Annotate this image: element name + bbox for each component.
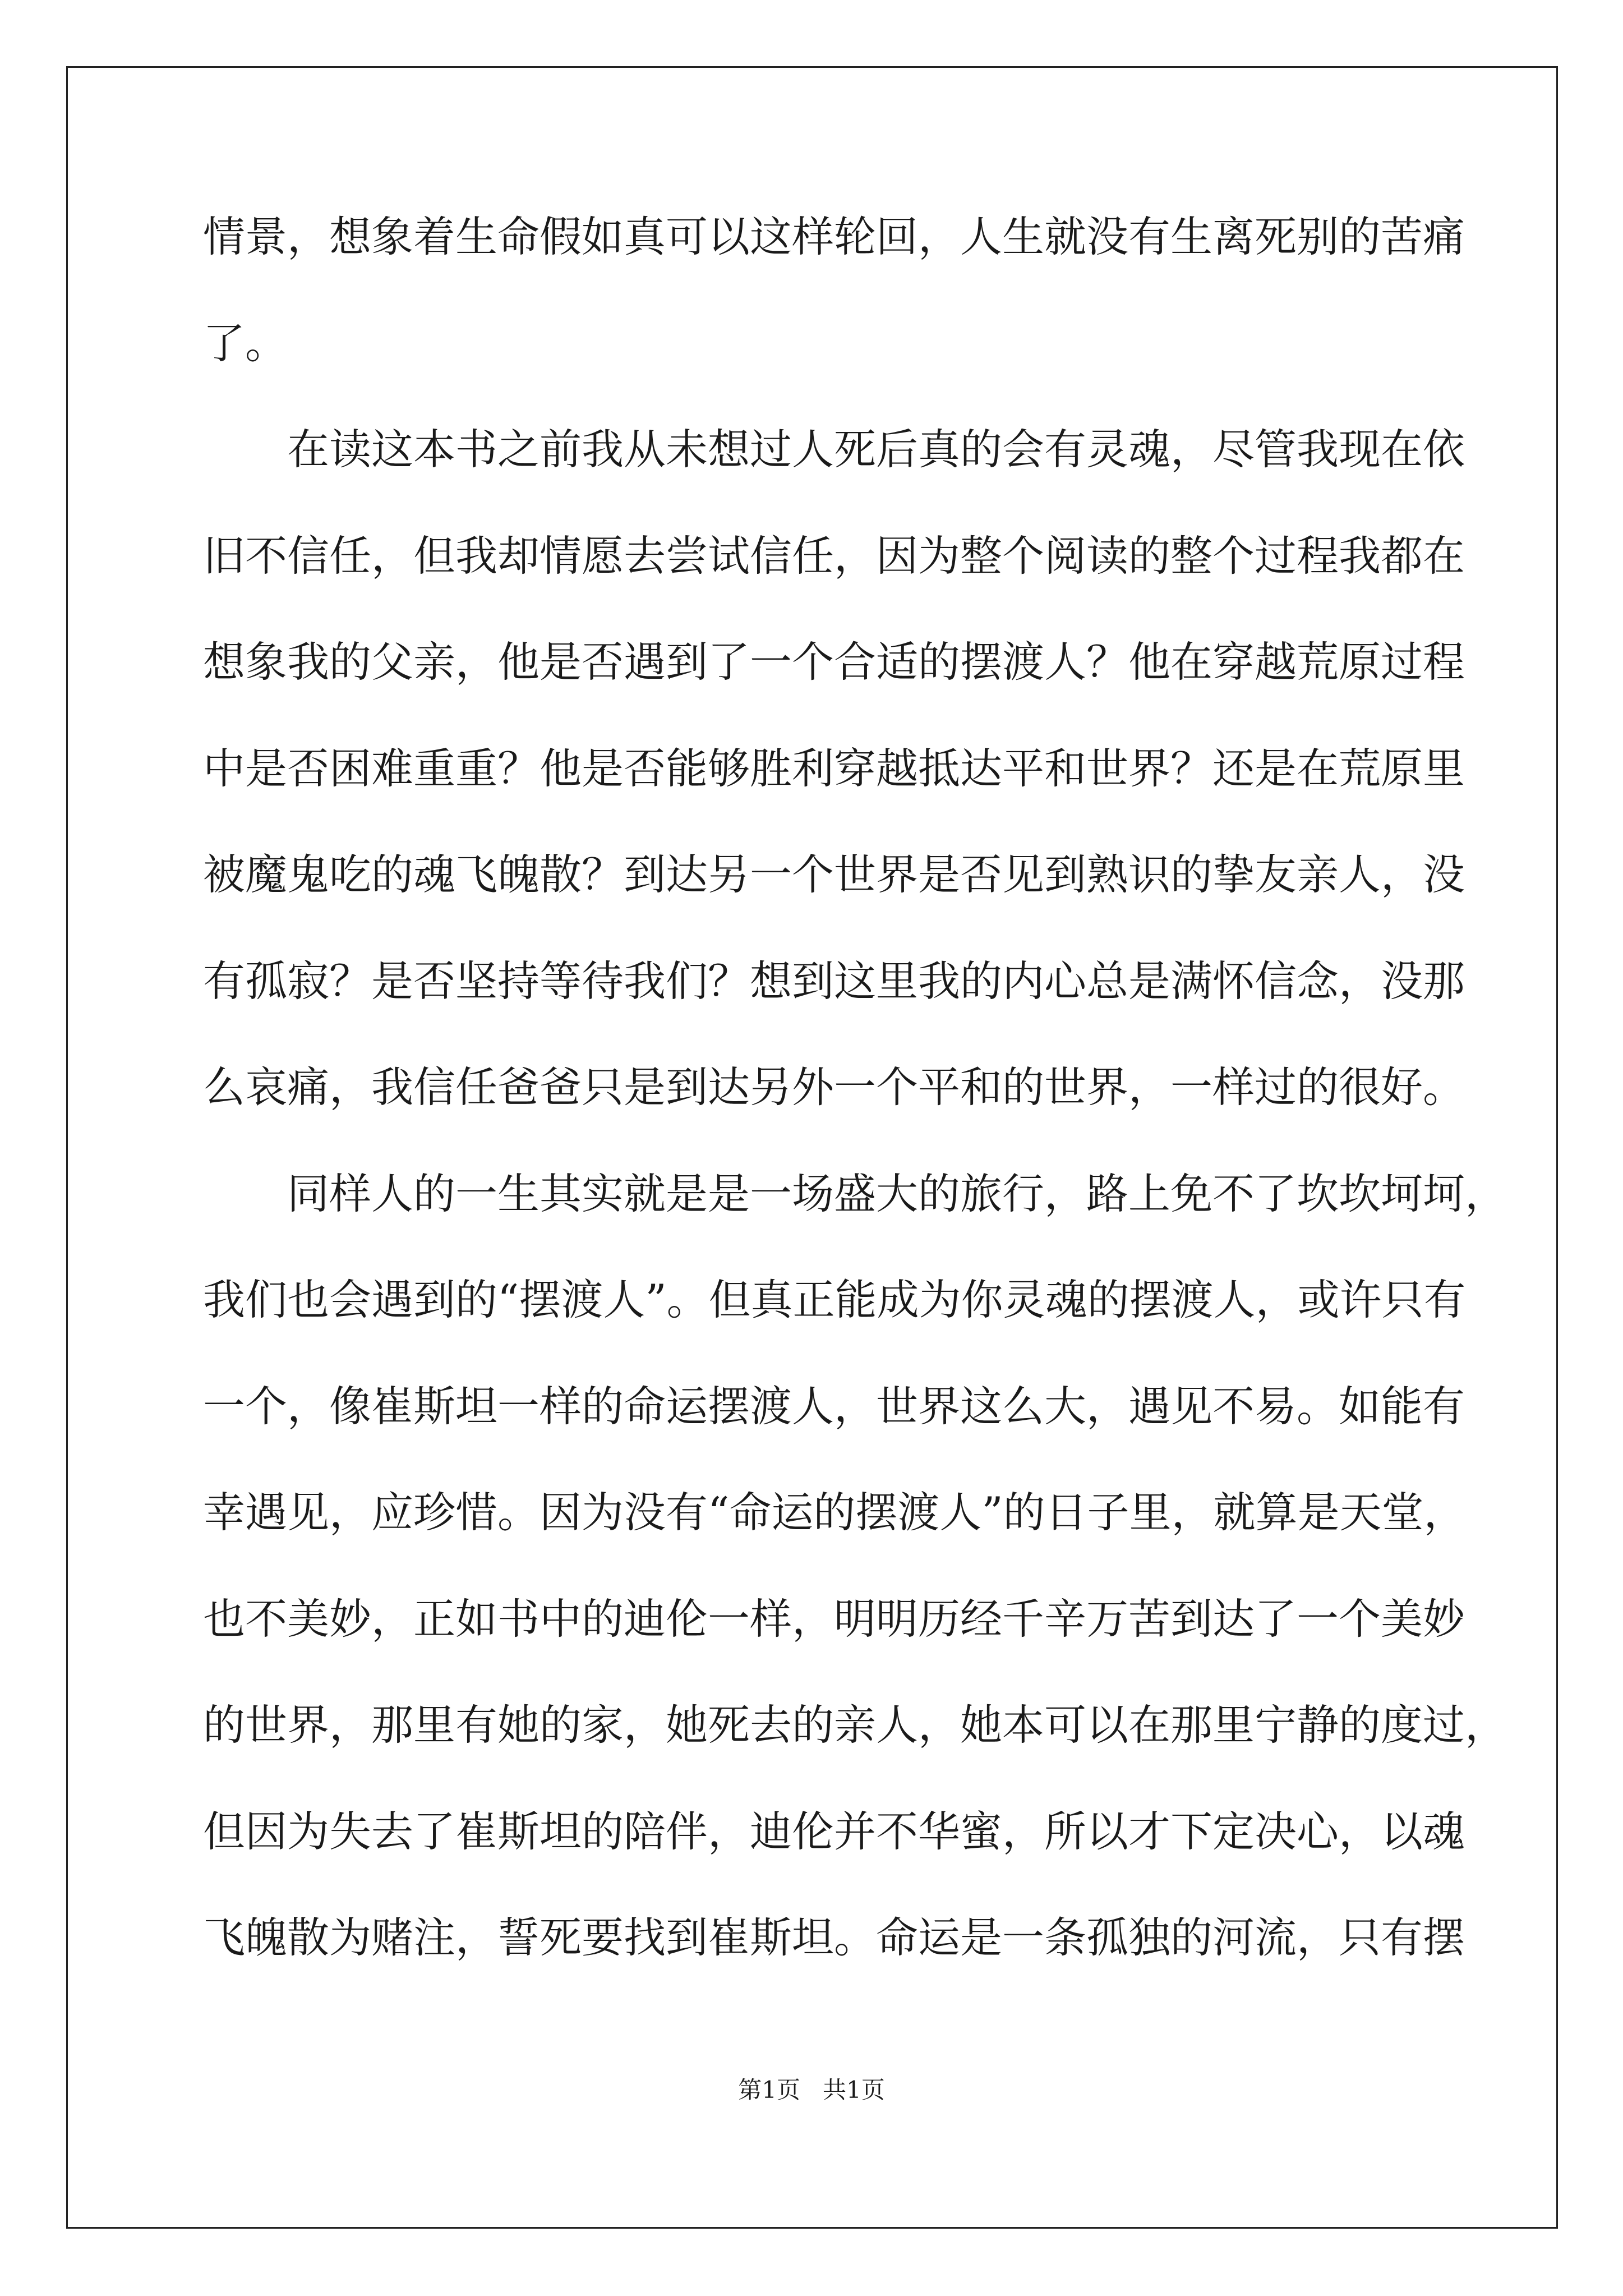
text-line: 旧不信任，但我却情愿去尝试信任，因为整个阅读的整个过程我都在 (203, 531, 1465, 581)
page-footer (0, 2078, 1623, 2102)
text-line: 幸遇见，应珍惜。因为没有“命运的摆渡人”的日子里，就算是天堂， (203, 1488, 1466, 1537)
text-line: 被魔鬼吃的魂飞魄散？到达另一个世界是否见到熟识的挚友亲人，没 (203, 850, 1465, 899)
text-line: 但因为失去了崔斯坦的陪伴，迪伦并不华蜜，所以才下定决心，以魂 (203, 1806, 1465, 1856)
paragraph-first-line: 在读这本书之前我从未想过人死后真的会有灵魂，尽管我现在依 (287, 425, 1465, 474)
text-line: 情景，想象着生命假如真可以这样轮回，人生就没有生离死别的苦痛 (203, 212, 1465, 261)
text-line: 么哀痛，我信任爸爸只是到达另外一个平和的世界，一样过的很好。 (203, 1062, 1465, 1112)
text-line: 飞魄散为赌注，誓死要找到崔斯坦。命运是一条孤独的河流，只有摆 (203, 1913, 1465, 1962)
text-line: 中是否困难重重？他是否能够胜利穿越抵达平和世界？还是在荒原里 (203, 743, 1465, 793)
text-line: 也不美妙，正如书中的迪伦一样，明明历经千辛万苦到达了一个美妙 (203, 1594, 1465, 1644)
document-body (203, 212, 1507, 2023)
text-line: 我们也会遇到的“摆渡人”。但真正能成为你灵魂的摆渡人，或许只有 (203, 1275, 1466, 1324)
page-total: 共1页 (823, 2076, 885, 2104)
text-line: 一个，像崔斯坦一样的命运摆渡人，世界这么大，遇见不易。如能有 (203, 1381, 1465, 1431)
text-line: 的世界，那里有她的家，她死去的亲人，她本可以在那里宁静的度过， (203, 1700, 1507, 1750)
page-number: 第1页 (738, 2076, 800, 2104)
text-line: 了。 (203, 318, 288, 368)
text-line: 有孤寂？是否坚持等待我们？想到这里我的内心总是满怀信念，没那 (203, 956, 1465, 1006)
paragraph-first-line: 同样人的一生其实就是是一场盛大的旅行，路上免不了坎坎坷坷， (287, 1168, 1507, 1218)
text-line: 想象我的父亲，他是否遇到了一个合适的摆渡人？他在穿越荒原过程 (203, 637, 1465, 687)
